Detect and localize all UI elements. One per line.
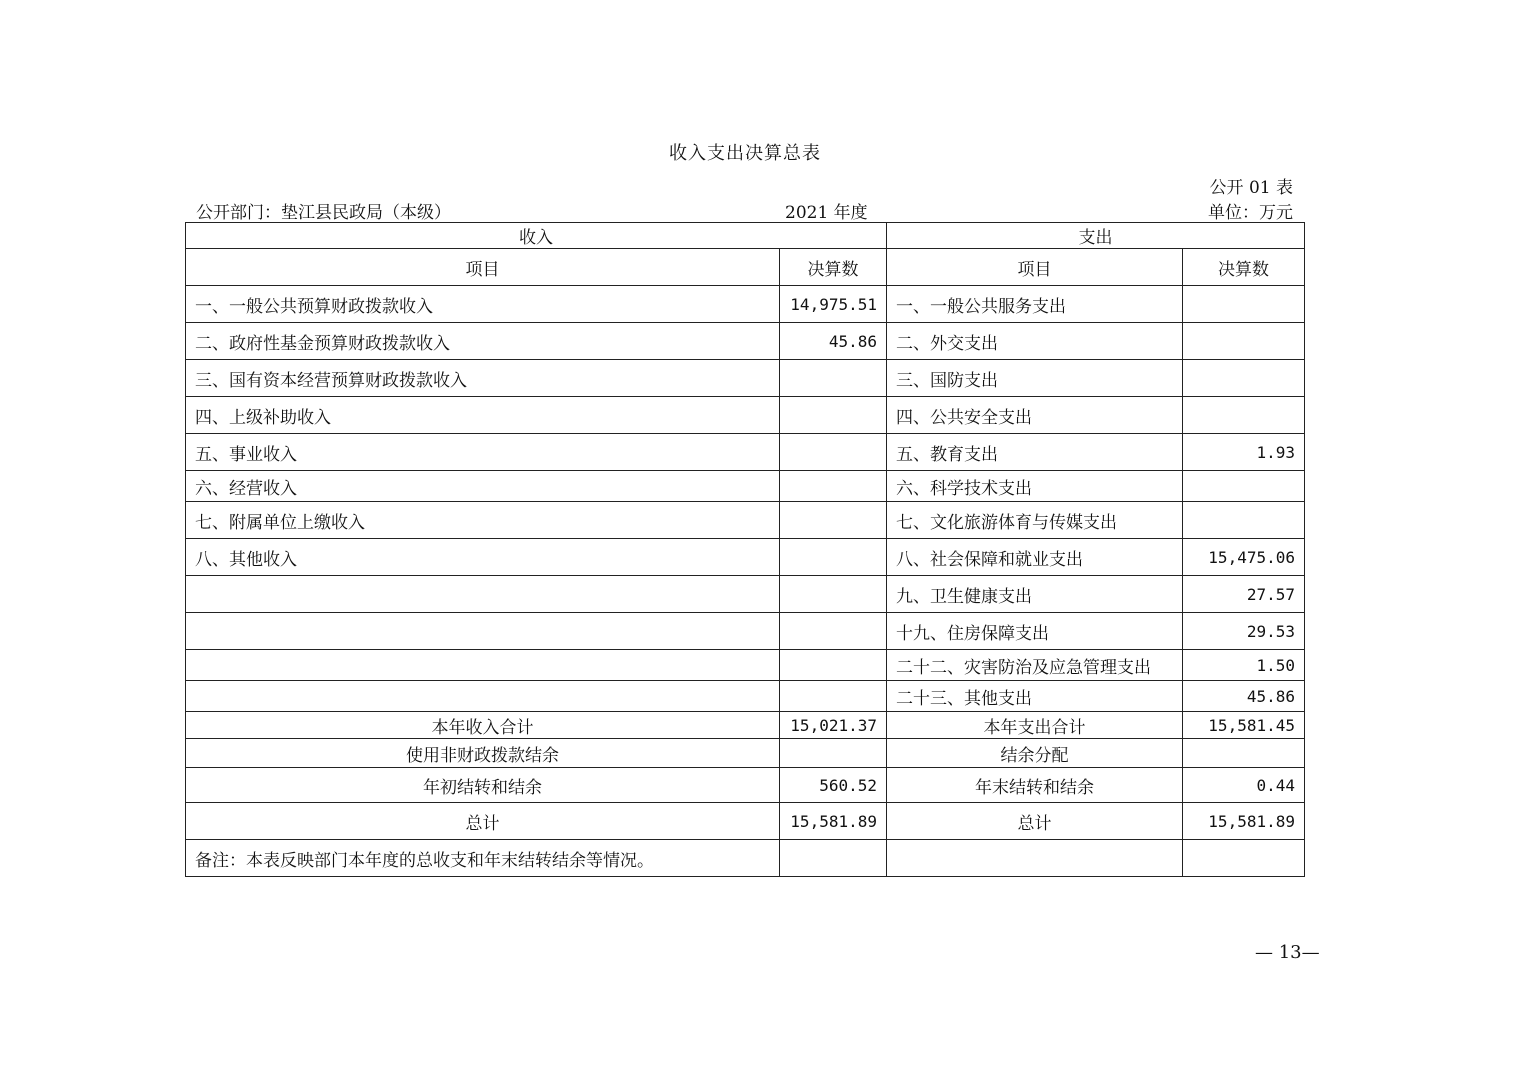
expense-header: 支出: [887, 223, 1305, 249]
summary-row: [186, 803, 1305, 840]
table-row: [186, 397, 1305, 434]
expense-item-header: 项目: [887, 249, 1183, 286]
income-item-cell: 年初结转和结余: [186, 768, 780, 803]
income-header: 收入: [186, 223, 887, 249]
income-item-cell: 八、其他收入: [186, 539, 780, 576]
expense-item-cell: 年末结转和结余: [887, 768, 1183, 803]
column-header-row: [186, 249, 1305, 286]
income-item-cell: [186, 650, 780, 681]
expense-item-cell: 三、国防支出: [887, 360, 1183, 397]
summary-row: [186, 768, 1305, 803]
income-amount-cell: [780, 502, 887, 539]
expense-item-cell: 七、文化旅游体育与传媒支出: [887, 502, 1183, 539]
expense-amount-cell: [1183, 397, 1305, 434]
expense-amount-cell: 15,581.89: [1183, 803, 1305, 840]
table-row: [186, 286, 1305, 323]
expense-amount-header: 决算数: [1183, 249, 1305, 286]
income-item-cell: 总计: [186, 803, 780, 840]
expense-amount-cell: [1183, 286, 1305, 323]
expense-item-cell: 六、科学技术支出: [887, 471, 1183, 502]
form-number: 公开 01 表: [1209, 178, 1293, 198]
expense-amount-cell: 27.57: [1183, 576, 1305, 613]
detail-rows: [186, 286, 1305, 712]
income-amount-cell: 560.52: [780, 768, 887, 803]
fiscal-year: 2021 年度: [785, 203, 868, 223]
expense-item-cell: 本年支出合计: [887, 712, 1183, 739]
table-row: [186, 539, 1305, 576]
income-amount-cell: [780, 576, 887, 613]
income-item-cell: 七、附属单位上缴收入: [186, 502, 780, 539]
table-row: [186, 576, 1305, 613]
income-amount-cell: 45.86: [780, 323, 887, 360]
table-row: [186, 650, 1305, 681]
income-item-cell: 五、事业收入: [186, 434, 780, 471]
expense-amount-cell: 29.53: [1183, 613, 1305, 650]
expense-amount-cell: 1.50: [1183, 650, 1305, 681]
income-item-cell: [186, 681, 780, 712]
income-amount-cell: [780, 681, 887, 712]
table-row: [186, 360, 1305, 397]
income-amount-cell: [780, 434, 887, 471]
budget-table: [185, 222, 1305, 877]
income-item-cell: 一、一般公共预算财政拨款收入: [186, 286, 780, 323]
income-amount-cell: 15,021.37: [780, 712, 887, 739]
expense-item-cell: 二十二、灾害防治及应急管理支出: [887, 650, 1183, 681]
summary-rows: [186, 712, 1305, 840]
income-item-cell: 六、经营收入: [186, 471, 780, 502]
note-empty-cell: [780, 840, 887, 877]
note-empty-cell: [887, 840, 1183, 877]
income-amount-cell: [780, 650, 887, 681]
expense-item-cell: 八、社会保障和就业支出: [887, 539, 1183, 576]
expense-item-cell: 一、一般公共服务支出: [887, 286, 1183, 323]
page-number: — 13—: [1255, 942, 1320, 963]
expense-amount-cell: 45.86: [1183, 681, 1305, 712]
table-row: [186, 613, 1305, 650]
note-text: 备注：本表反映部门本年度的总收支和年末结转结余等情况。: [186, 840, 780, 877]
unit-label: 单位：万元: [1208, 203, 1293, 223]
income-item-cell: [186, 613, 780, 650]
expense-item-cell: 四、公共安全支出: [887, 397, 1183, 434]
income-amount-cell: [780, 471, 887, 502]
income-amount-cell: 15,581.89: [780, 803, 887, 840]
table-row: [186, 323, 1305, 360]
table-row: [186, 471, 1305, 502]
expense-amount-cell: [1183, 739, 1305, 768]
expense-amount-cell: [1183, 471, 1305, 502]
table-row: [186, 434, 1305, 471]
income-item-cell: 使用非财政拨款结余: [186, 739, 780, 768]
income-amount-cell: [780, 360, 887, 397]
income-amount-cell: [780, 539, 887, 576]
expense-item-cell: 五、教育支出: [887, 434, 1183, 471]
expense-item-cell: 十九、住房保障支出: [887, 613, 1183, 650]
income-amount-cell: [780, 739, 887, 768]
expense-amount-cell: 15,581.45: [1183, 712, 1305, 739]
table-title: 收入支出决算总表: [669, 143, 821, 164]
table-row: [186, 681, 1305, 712]
note-row: [186, 840, 1305, 877]
expense-item-cell: 二十三、其他支出: [887, 681, 1183, 712]
summary-row: [186, 712, 1305, 739]
expense-item-cell: 二、外交支出: [887, 323, 1183, 360]
income-amount-cell: [780, 397, 887, 434]
summary-row: [186, 739, 1305, 768]
income-amount-header: 决算数: [780, 249, 887, 286]
income-item-cell: [186, 576, 780, 613]
table-row: [186, 502, 1305, 539]
expense-amount-cell: [1183, 502, 1305, 539]
expense-amount-cell: [1183, 360, 1305, 397]
expense-amount-cell: 1.93: [1183, 434, 1305, 471]
income-item-cell: 三、国有资本经营预算财政拨款收入: [186, 360, 780, 397]
note-empty-cell: [1183, 840, 1305, 877]
expense-item-cell: 总计: [887, 803, 1183, 840]
expense-amount-cell: [1183, 323, 1305, 360]
income-amount-cell: [780, 613, 887, 650]
expense-item-cell: 九、卫生健康支出: [887, 576, 1183, 613]
department-label: 公开部门：垫江县民政局（本级）: [196, 203, 451, 223]
expense-amount-cell: 0.44: [1183, 768, 1305, 803]
expense-item-cell: 结余分配: [887, 739, 1183, 768]
section-header-row: [186, 223, 1305, 249]
income-item-cell: 本年收入合计: [186, 712, 780, 739]
expense-amount-cell: 15,475.06: [1183, 539, 1305, 576]
income-amount-cell: 14,975.51: [780, 286, 887, 323]
income-item-cell: 二、政府性基金预算财政拨款收入: [186, 323, 780, 360]
income-item-header: 项目: [186, 249, 780, 286]
income-item-cell: 四、上级补助收入: [186, 397, 780, 434]
